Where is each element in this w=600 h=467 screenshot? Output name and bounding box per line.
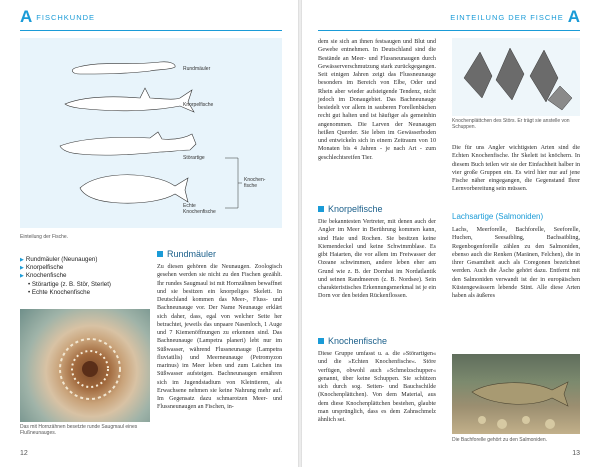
- lamprey-drawing: [72, 62, 175, 74]
- trout-caption: Die Bachforelle gehört zu den Salmoniden.: [452, 437, 548, 443]
- section-rundmauler: [157, 249, 282, 259]
- section-knorpelfische: [318, 204, 436, 214]
- header-rule: [20, 30, 282, 31]
- fish-classification-diagram: [20, 38, 282, 228]
- fish-class-list: [20, 256, 150, 297]
- lamprey-photo-caption: Das mit Hornzähnen besetzte runde Saugmaul eines Flußneunauges.: [20, 424, 138, 436]
- label-echte-knochenfische: Echte Knochenfische: [183, 203, 216, 215]
- square-bullet-icon: [157, 251, 163, 257]
- sturgeon-plates-photo: [452, 38, 580, 116]
- body-text-knochenfische: Diese Gruppe umfasst u. a. die »Störartigen« und die »Echten Knochenfische«. Störe verfügen, obwohl auch »Schmelzschupper« genannt, über keine Schuppen. Sie schützen sich durch sog. Seiten- und Bauchschilde (Knochenplättchen). Von dem Material, aus dem diese Knochenplättchen bestehen, glaubte man ursprünglich, dass es dem Zahnschmelz ähnlich sei.: [318, 351, 436, 423]
- trout-illustration: [452, 354, 580, 434]
- carp-drawing: [80, 175, 188, 203]
- label-storartige: Störartige: [183, 155, 205, 161]
- label-knorpelfische: Knorpelfische: [183, 102, 214, 108]
- sturgeon-drawing: [60, 132, 196, 155]
- lamprey-mouth-photo: [20, 309, 150, 422]
- chapter-letter: A: [20, 7, 33, 26]
- running-head-title: EINTEILUNG DER FISCHE: [450, 12, 564, 22]
- dot-bullet-icon: •: [28, 288, 31, 296]
- bony-plates-illustration: [452, 38, 580, 116]
- body-text-col1: Zu diesen gehören die Neunaugen. Zoologisch gesehen werden sie nicht zu den Fischen gezählt. Ihr rundes Saugmaul ist mit Hornzähnen bewaffnet und sie besitzen ein knorpeliges Skelett. In Deutschland kommen das Meer-, Fluss- und Bachneunauge vor. Der Name Neunauge erklärt sich daher, dass, egal von welcher Seite her betrachtet, jeweils das unpaare Nasenloch, 1 Auge und 7 Kiemenöffnungen zu erkennen sind. Das Bachneunauge (Lampetra planeri) lebt nur im Süßwasser, während Flussneunauge (Lampetra fluviatilis) und Meerneunauge (Petromyzon marinus) im Meer leben und zum Laichen ins Süßwasser aufsteigen. Bachneunaugen ernähren sich im Jugendstadium von Kleintieren, als Erwachsene nehmen sie keine Nahrung mehr auf. Im Gegensatz dazu schmarotzen Meer- und Flussneunaugen an Fischen, in-: [157, 264, 282, 411]
- triangle-bullet-icon: ▶: [20, 273, 24, 280]
- shark-drawing: [65, 88, 194, 112]
- list-item: • Echte Knochenfische: [28, 288, 91, 296]
- section-knochenfische: [318, 336, 436, 346]
- body-text-col2: dem sie sich an ihnen festsaugen und Blut und Gewebe entnehmen. In Deutschland sind die Bestände an Meer- und Flussneunaugen durch Gewässerverschmutzung stark zurückgegangen. Seit einigen Jahren zeigt das Flussneunauge besonders im Bereich von Elbe, Oder und Rhein aber wieder aufsteigende Tendenz, nicht jedoch im Donaugebiet. Das Bachneunauge besiedelt vor allem in sauberen Forellenbächen recht gut halten und ist häufiger als gemeinhin angenommen. Die Larven der Neunaugen heißen Querder. Sie leben im Gewässerboden und entwickeln sich in einem Zeitraum von 10 Monaten bis 4 Jahren - je nach Art - zum geschlechtsreifen Tier.: [318, 39, 436, 161]
- section-heading: Rundmäuler: [157, 249, 282, 259]
- square-bullet-icon: [318, 338, 324, 344]
- list-item: • Störartige (z. B. Stör, Sterlet): [28, 280, 111, 288]
- plates-caption: Knochenplättchen des Störs. Er trägt sie anstelle von Schuppen.: [452, 118, 570, 130]
- square-bullet-icon: [318, 206, 324, 212]
- diagram-caption: Einteilung der Fische.: [20, 234, 69, 240]
- label-rundmauler: Rundmäuler: [183, 66, 211, 72]
- diagram-connectors: [225, 158, 242, 208]
- list-item: ▶ Knorpelfische: [20, 264, 64, 272]
- page-number: 12: [20, 450, 28, 457]
- header-rule: [318, 30, 580, 31]
- list-item: ▶ Knochenfische: [20, 272, 67, 280]
- chapter-letter: A: [567, 7, 580, 26]
- left-running-head: [20, 6, 99, 28]
- sucker-mouth-illustration: [20, 309, 150, 422]
- body-text-right2: Lachs, Meerforelle, Bachforelle, Seeforelle, Huchen, Seesaibling, Bachsaibling, Regenbogenforelle zählen zu den Salmoniden, ebenso auch die Renken (Maränen, Felchen), die in ihrer Gesamtheit auch als Coregonen bezeichnet werden. Auch die Äsche gehört dazu. Entfernt mit den Salmoniden verwandt ist der in europäischen Küstengewässern lebende Stint. Alle diese Arten haben als äußeres: [452, 227, 580, 299]
- right-running-head: [446, 6, 580, 28]
- triangle-bullet-icon: ▶: [20, 265, 24, 272]
- subsection-heading: Lachsartige (Salmoniden): [452, 212, 544, 221]
- dot-bullet-icon: •: [28, 280, 31, 288]
- body-text-right1: Die für uns Angler wichtigsten Arten sind die Echten Knochenfische. Ihr Skelett ist knöchern. In diesem Buch teilen wir sie der Einfachheit halber in vier große Gruppen ein. Es wird hier nur auf jene Fische näher eingegangen, die Gegenstand Ihrer Lernvorbereitung sein müssen.: [452, 145, 580, 193]
- list-item: ▶ Rundmäuler (Neunaugen): [20, 256, 98, 263]
- running-head-title: FISCHKUNDE: [36, 12, 96, 22]
- section-heading: Knorpelfische: [318, 204, 436, 214]
- label-knochenfische: Knochen-fische: [244, 177, 266, 189]
- triangle-bullet-icon: ▶: [20, 257, 24, 263]
- section-heading: Knochenfische: [318, 336, 436, 346]
- fish-drawings: [20, 38, 282, 228]
- trout-photo: [452, 354, 580, 434]
- body-text-knorpelfische: Die bekanntesten Vertreter, mit denen auch der Angler im Meer in Berührung kommen kann, sind Haie und Rochen. Sie besitzen keine Kiemendeckel und keine Schwimmblase. Es gibt Haiarten, die vor allem im Freiwasser der Ozeane schwimmen, andere leben eher am Grund wie z. B. der Dornhai im Nordatlantik und seinen Randmeeren (z. B. Nordsee). Sein charakteristisches Erkennungsmerkmal ist je ein Dorn vor den beiden Rückenflossen.: [318, 219, 436, 300]
- left-page: [0, 0, 298, 467]
- page-number: 13: [572, 450, 580, 457]
